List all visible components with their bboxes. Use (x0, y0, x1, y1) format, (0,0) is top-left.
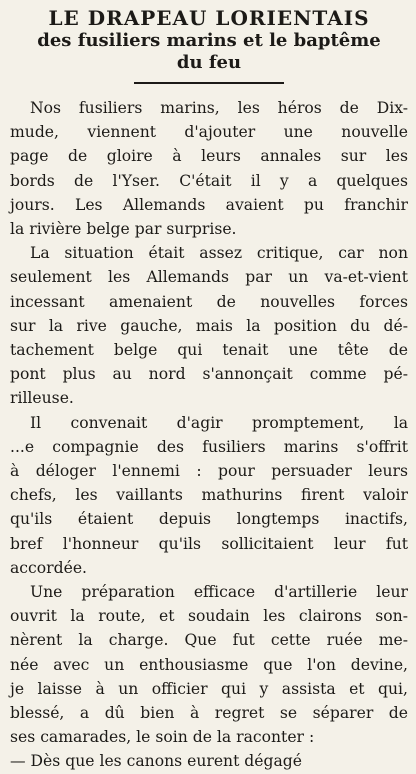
paragraph (10, 96, 408, 241)
title-rule (134, 82, 284, 84)
text-line: bref l'honneur qu'ils sollicitaient leur fut (10, 534, 408, 553)
subheadline: des fusiliers marins et le baptême (37, 30, 381, 51)
subheadline-cont: du feu (176, 52, 242, 73)
text-line: Une préparation efficace d'artillerie leur (30, 583, 408, 602)
text-line: la rivière belge par surprise. (10, 220, 237, 239)
text-line: blessé, a dû bien à regret se séparer de (10, 704, 408, 723)
text-line: chefs, les vaillants mathurins firent valoir (10, 486, 408, 505)
text-line: qu'ils étaient depuis longtemps inactifs, (10, 510, 408, 529)
text-line: je laisse à un officier qui y assista et qui, (10, 679, 408, 698)
text-line: mude, viennent d'ajouter une nouvelle (10, 123, 408, 142)
text-line: ...e compagnie des fusiliers marins s'offrit (10, 437, 408, 456)
headline: LE DRAPEAU LORIENTAIS (48, 6, 370, 30)
text-line: sur la rive gauche, mais la position du dé- (10, 316, 408, 335)
text-line: jours. Les Allemands avaient pu franchir (10, 195, 408, 214)
paragraph (10, 241, 408, 410)
text-line: pont plus au nord s'annonçait comme pé- (10, 365, 408, 384)
article-cut-line: — Dès que les canons eurent dégagé (10, 752, 303, 771)
text-line: Nos fusiliers marins, les héros de Dix- (30, 99, 408, 117)
text-line: ses camarades, le soin de la raconter : (10, 728, 315, 747)
text-line: ouvrit la route, et soudain les clairons son- (10, 607, 408, 626)
text-line: La situation était assez critique, car non (30, 244, 408, 263)
text-line: nèrent la charge. Que fut cette ruée me- (10, 631, 408, 650)
text-line: page de gloire à leurs annales sur les (10, 147, 408, 166)
article-body (10, 96, 408, 749)
text-line: à déloger l'ennemi : pour persuader leurs (10, 462, 408, 481)
text-line: tachement belge qui tenait une tête de (10, 341, 408, 360)
text-line: Il convenait d'agir promptement, la (30, 413, 408, 432)
paragraph (10, 411, 408, 580)
text-line: accordée. (10, 558, 88, 577)
text-line: incessant amenaient de nouvelles forces (10, 292, 408, 311)
text-line: bords de l'Yser. C'était il y a quelques (10, 171, 408, 190)
text-line: née avec un enthousiasme que l'on devine, (10, 655, 408, 674)
text-line: rilleuse. (10, 389, 74, 408)
text-line: seulement les Allemands par un va-et-vient (10, 268, 408, 287)
paragraph (10, 580, 408, 749)
